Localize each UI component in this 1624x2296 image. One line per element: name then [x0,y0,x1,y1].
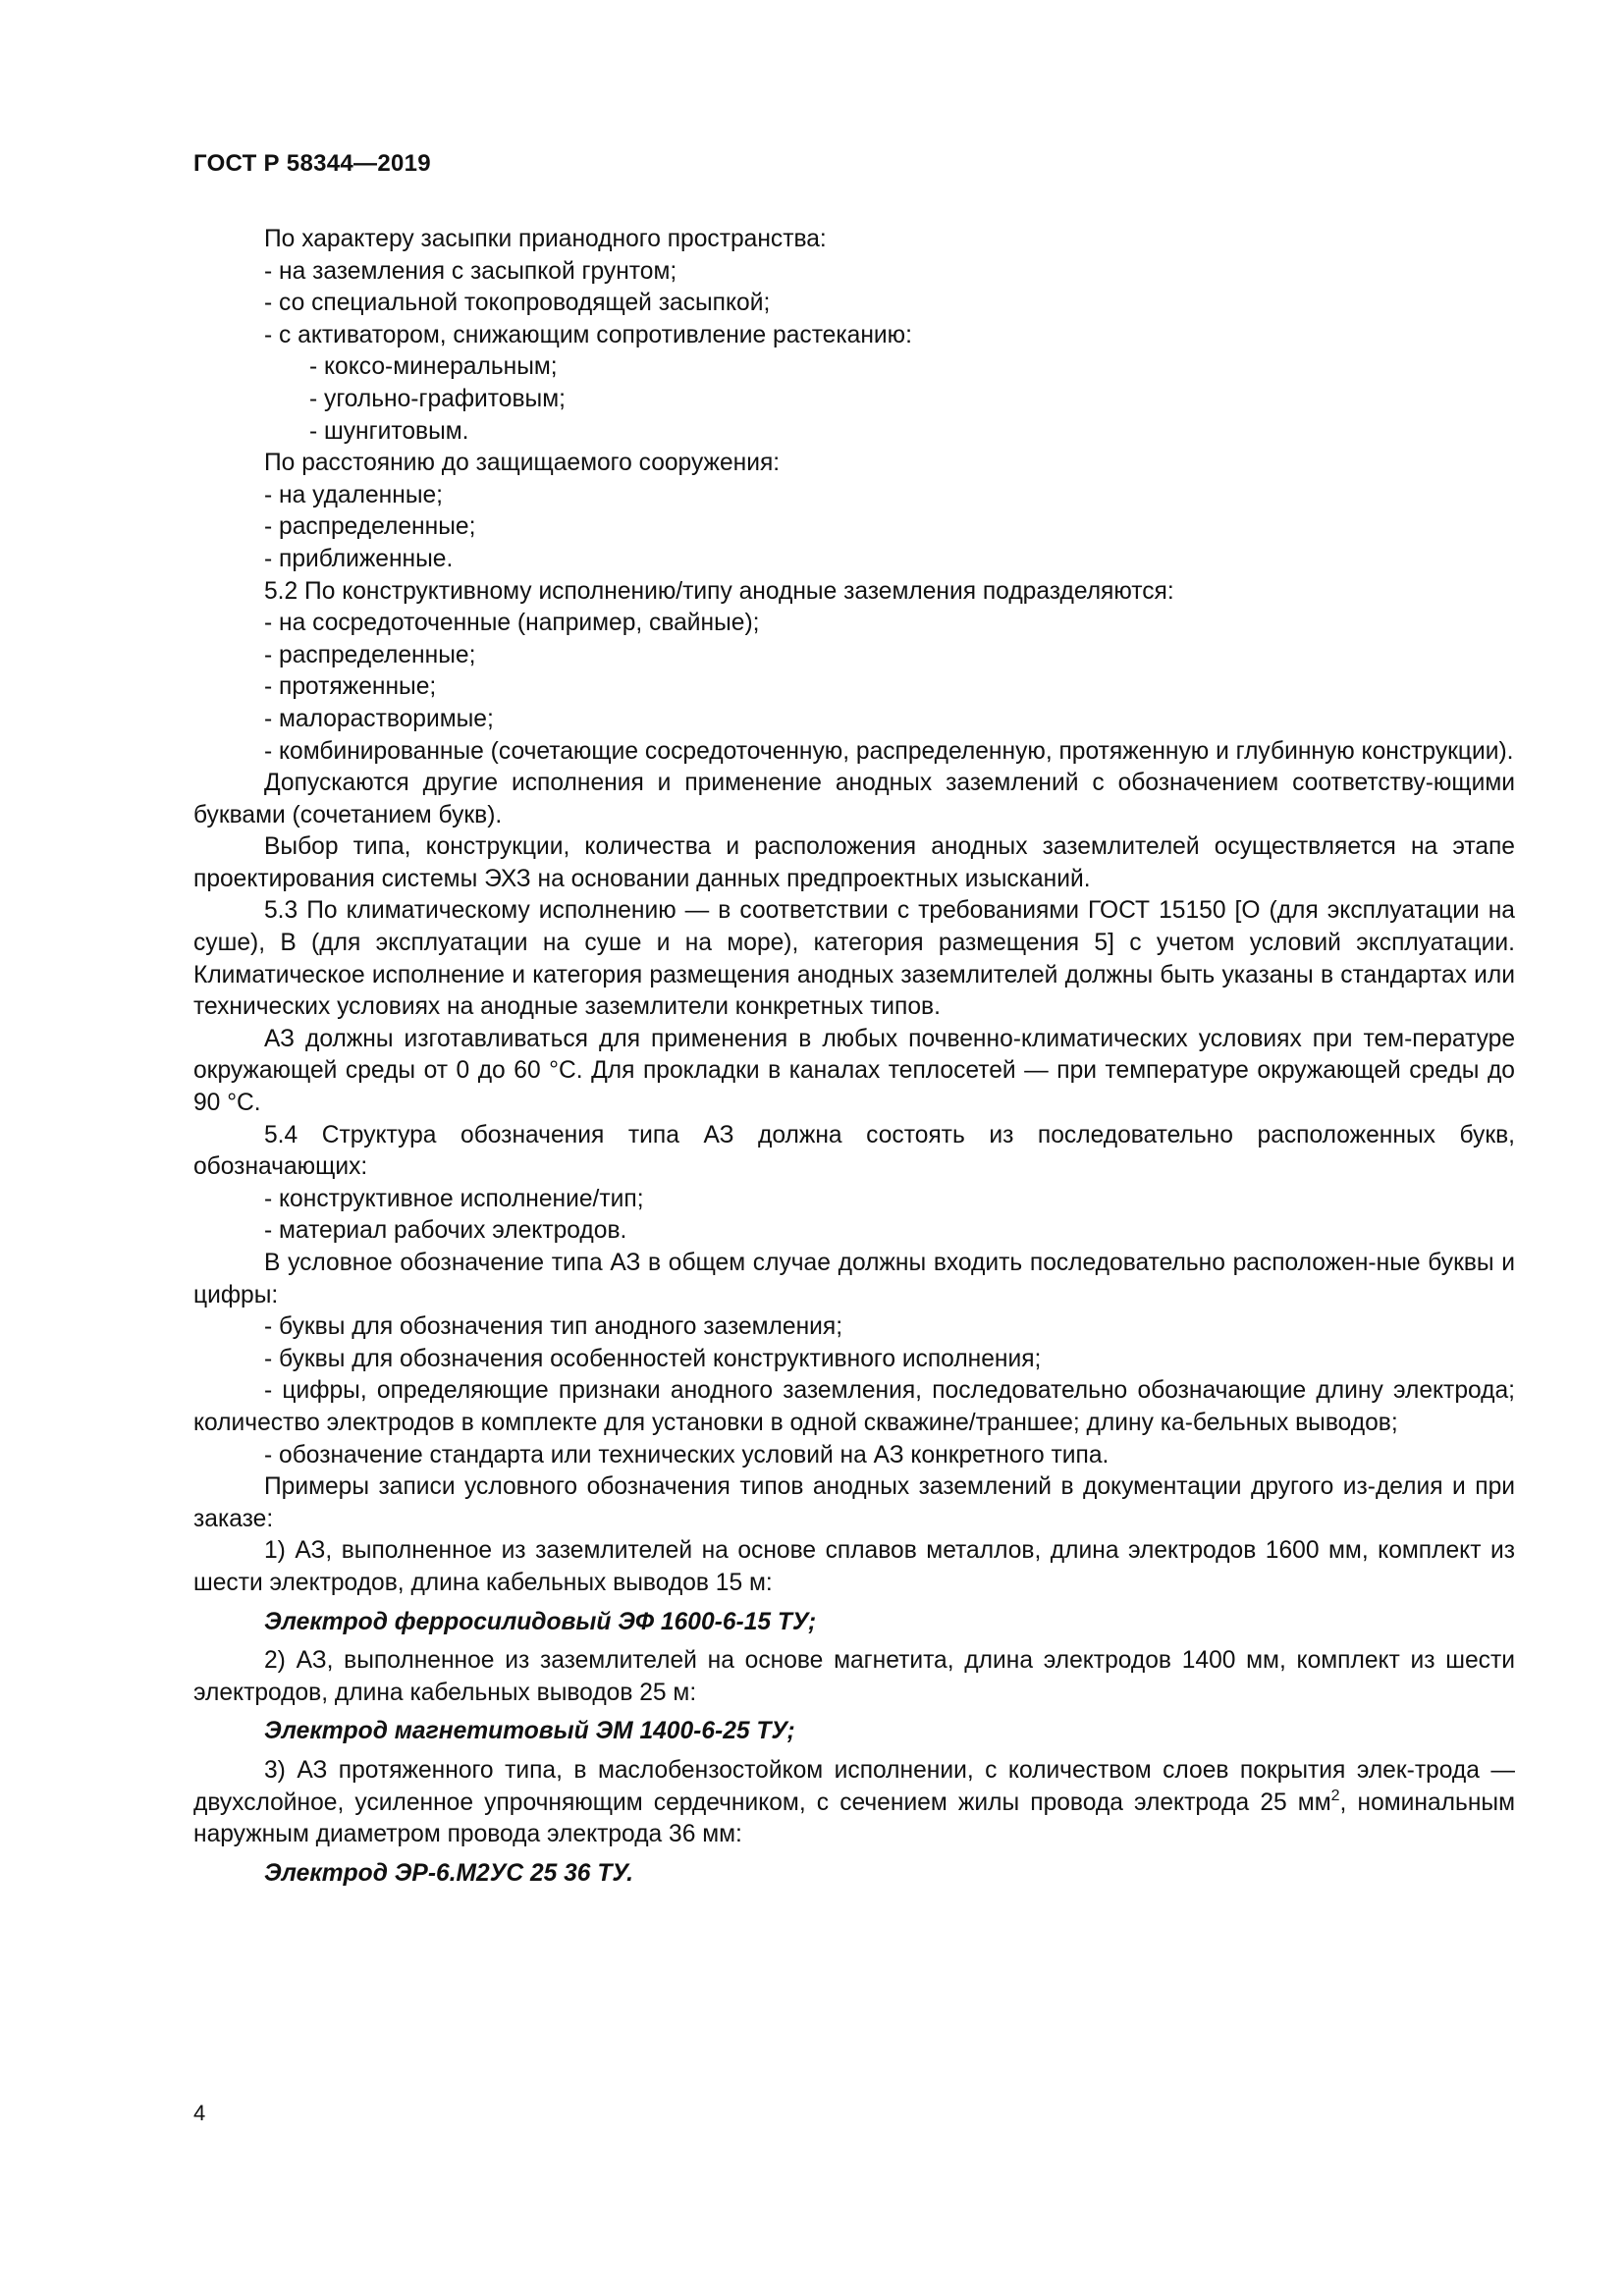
paragraph: По расстоянию до защищаемого сооружения: [264,450,781,477]
page-number: 4 [193,2101,206,2125]
section-5-2-paragraph: 5.2 По конструктивному исполнению/типу анодные заземления подразделяются: [264,577,1174,605]
list-item-wrapped: - комбинированные (сочетающие сосредоточенную, распределенную, протяженную и глубинную конструкции). [264,737,1514,765]
example-designation-2: Электрод магнетитовый ЭМ 1400-6-25 ТУ; [264,1718,795,1745]
section-5-4-paragraph: 5.4 Структура обозначения типа АЗ должна состоять из последовательно расположенных букв, обозначающих: [193,1121,1515,1181]
list-item: - на удаленные; [264,481,444,508]
example-3-tail: , номинальным наружным диаметром провода электрода 36 мм: [193,1789,1515,1848]
paragraph: Выбор типа, конструкции, количества и расположения анодных заземлителей осуществляется на этапе проектирования системы ЭХЗ на основании данных предпроектных изысканий. [193,833,1515,892]
section-5-3-paragraph: 5.3 По климатическому исполнению — в соответствии с требованиями ГОСТ 15150 [О (для эксплуатации на суше), В (для эксплуатации на суше и на море), категория размещения 5] с учетом условий эксплуатации. Климатическое исполнение и категория размещения анодных заземлителей должны быть указаны в стандартах или технических условиях на анодные заземлители конкретных типов. [193,897,1515,1021]
list-item: - на сосредоточенные (например, свайные); [264,610,760,637]
list-item: - протяженные; [264,673,437,701]
list-item: - со специальной токопроводящей засыпкой; [264,290,771,317]
example-3-text: 3) АЗ протяженного типа, в маслобензостойком исполнении, с количеством слоев покрытия элек-трода — двухслойное, усиленное упрочняющим сердечником, с сечением жилы провода электрода 25 мм [193,1756,1515,1816]
list-item: - распределенные; [264,513,476,541]
sub-list-item: - коксо-минеральным; [309,353,558,381]
document-header: ГОСТ Р 58344—2019 [193,150,431,177]
paragraph: Допускаются другие исполнения и применение анодных заземлений с обозначением соответству-ющими буквами (сочетанием букв). [193,770,1515,828]
paragraph: В условное обозначение типа АЗ в общем случае должны входить последовательно расположен-ные буквы и цифры: [193,1250,1515,1308]
example-2-paragraph: 2) АЗ, выполненное из заземлителей на основе магнетита, длина электродов 1400 мм, комплект из шести электродов, длина кабельных выводов 25 м: [193,1647,1515,1706]
sub-list-item: - шунгитовым. [309,417,469,445]
paragraph: По характеру засыпки прианодного пространства: [264,226,827,252]
list-item-wrapped: - цифры, определяющие признаки анодного заземления, последовательно обозначающие длину электрода; количество электродов в комплекте для установки в одной скважине/траншее; длину ка-бельных выводов; [193,1377,1515,1436]
example-1-paragraph: 1) АЗ, выполненное из заземлителей на основе сплавов металлов, длина электродов 1600 мм, комплект из шести электродов, длина кабельных выводов 15 м: [193,1537,1515,1596]
list-item: - буквы для обозначения особенностей конструктивного исполнения; [264,1345,1042,1372]
list-item: - буквы для обозначения тип анодного заземления; [264,1313,843,1341]
superscript-exponent: 2 [1330,1787,1340,1804]
list-item: - приближенные. [264,545,454,572]
list-item: - на заземления с засыпкой грунтом; [264,257,677,285]
document-body [193,224,1515,1896]
example-designation-3: Электрод ЭР-6.М2УС 25 36 ТУ. [264,1859,633,1887]
list-item: - материал рабочих электродов. [264,1217,627,1245]
paragraph: Примеры записи условного обозначения типов анодных заземлений в документации другого из-делия и при заказе: [193,1473,1515,1532]
example-designation-1: Электрод ферросилидовый ЭФ 1600-6-15 ТУ; [264,1608,817,1635]
example-3-paragraph [193,1755,1515,1851]
list-item: - обозначение стандарта или технических условий на АЗ конкретного типа. [264,1441,1110,1468]
sub-list-item: - угольно-графитовым; [309,385,566,412]
list-item: - конструктивное исполнение/тип; [264,1185,644,1212]
list-item: - с активатором, снижающим сопротивление растеканию: [264,321,912,348]
list-item: - распределенные; [264,641,476,668]
list-item: - малорастворимые; [264,705,494,732]
paragraph: АЗ должны изготавливаться для применения в любых почвенно-климатических условиях при тем-пературе окружающей среды от 0 до 60 °С. Для прокладки в каналах теплосетей — при температуре окружающей среды до 90 °С. [193,1025,1515,1117]
